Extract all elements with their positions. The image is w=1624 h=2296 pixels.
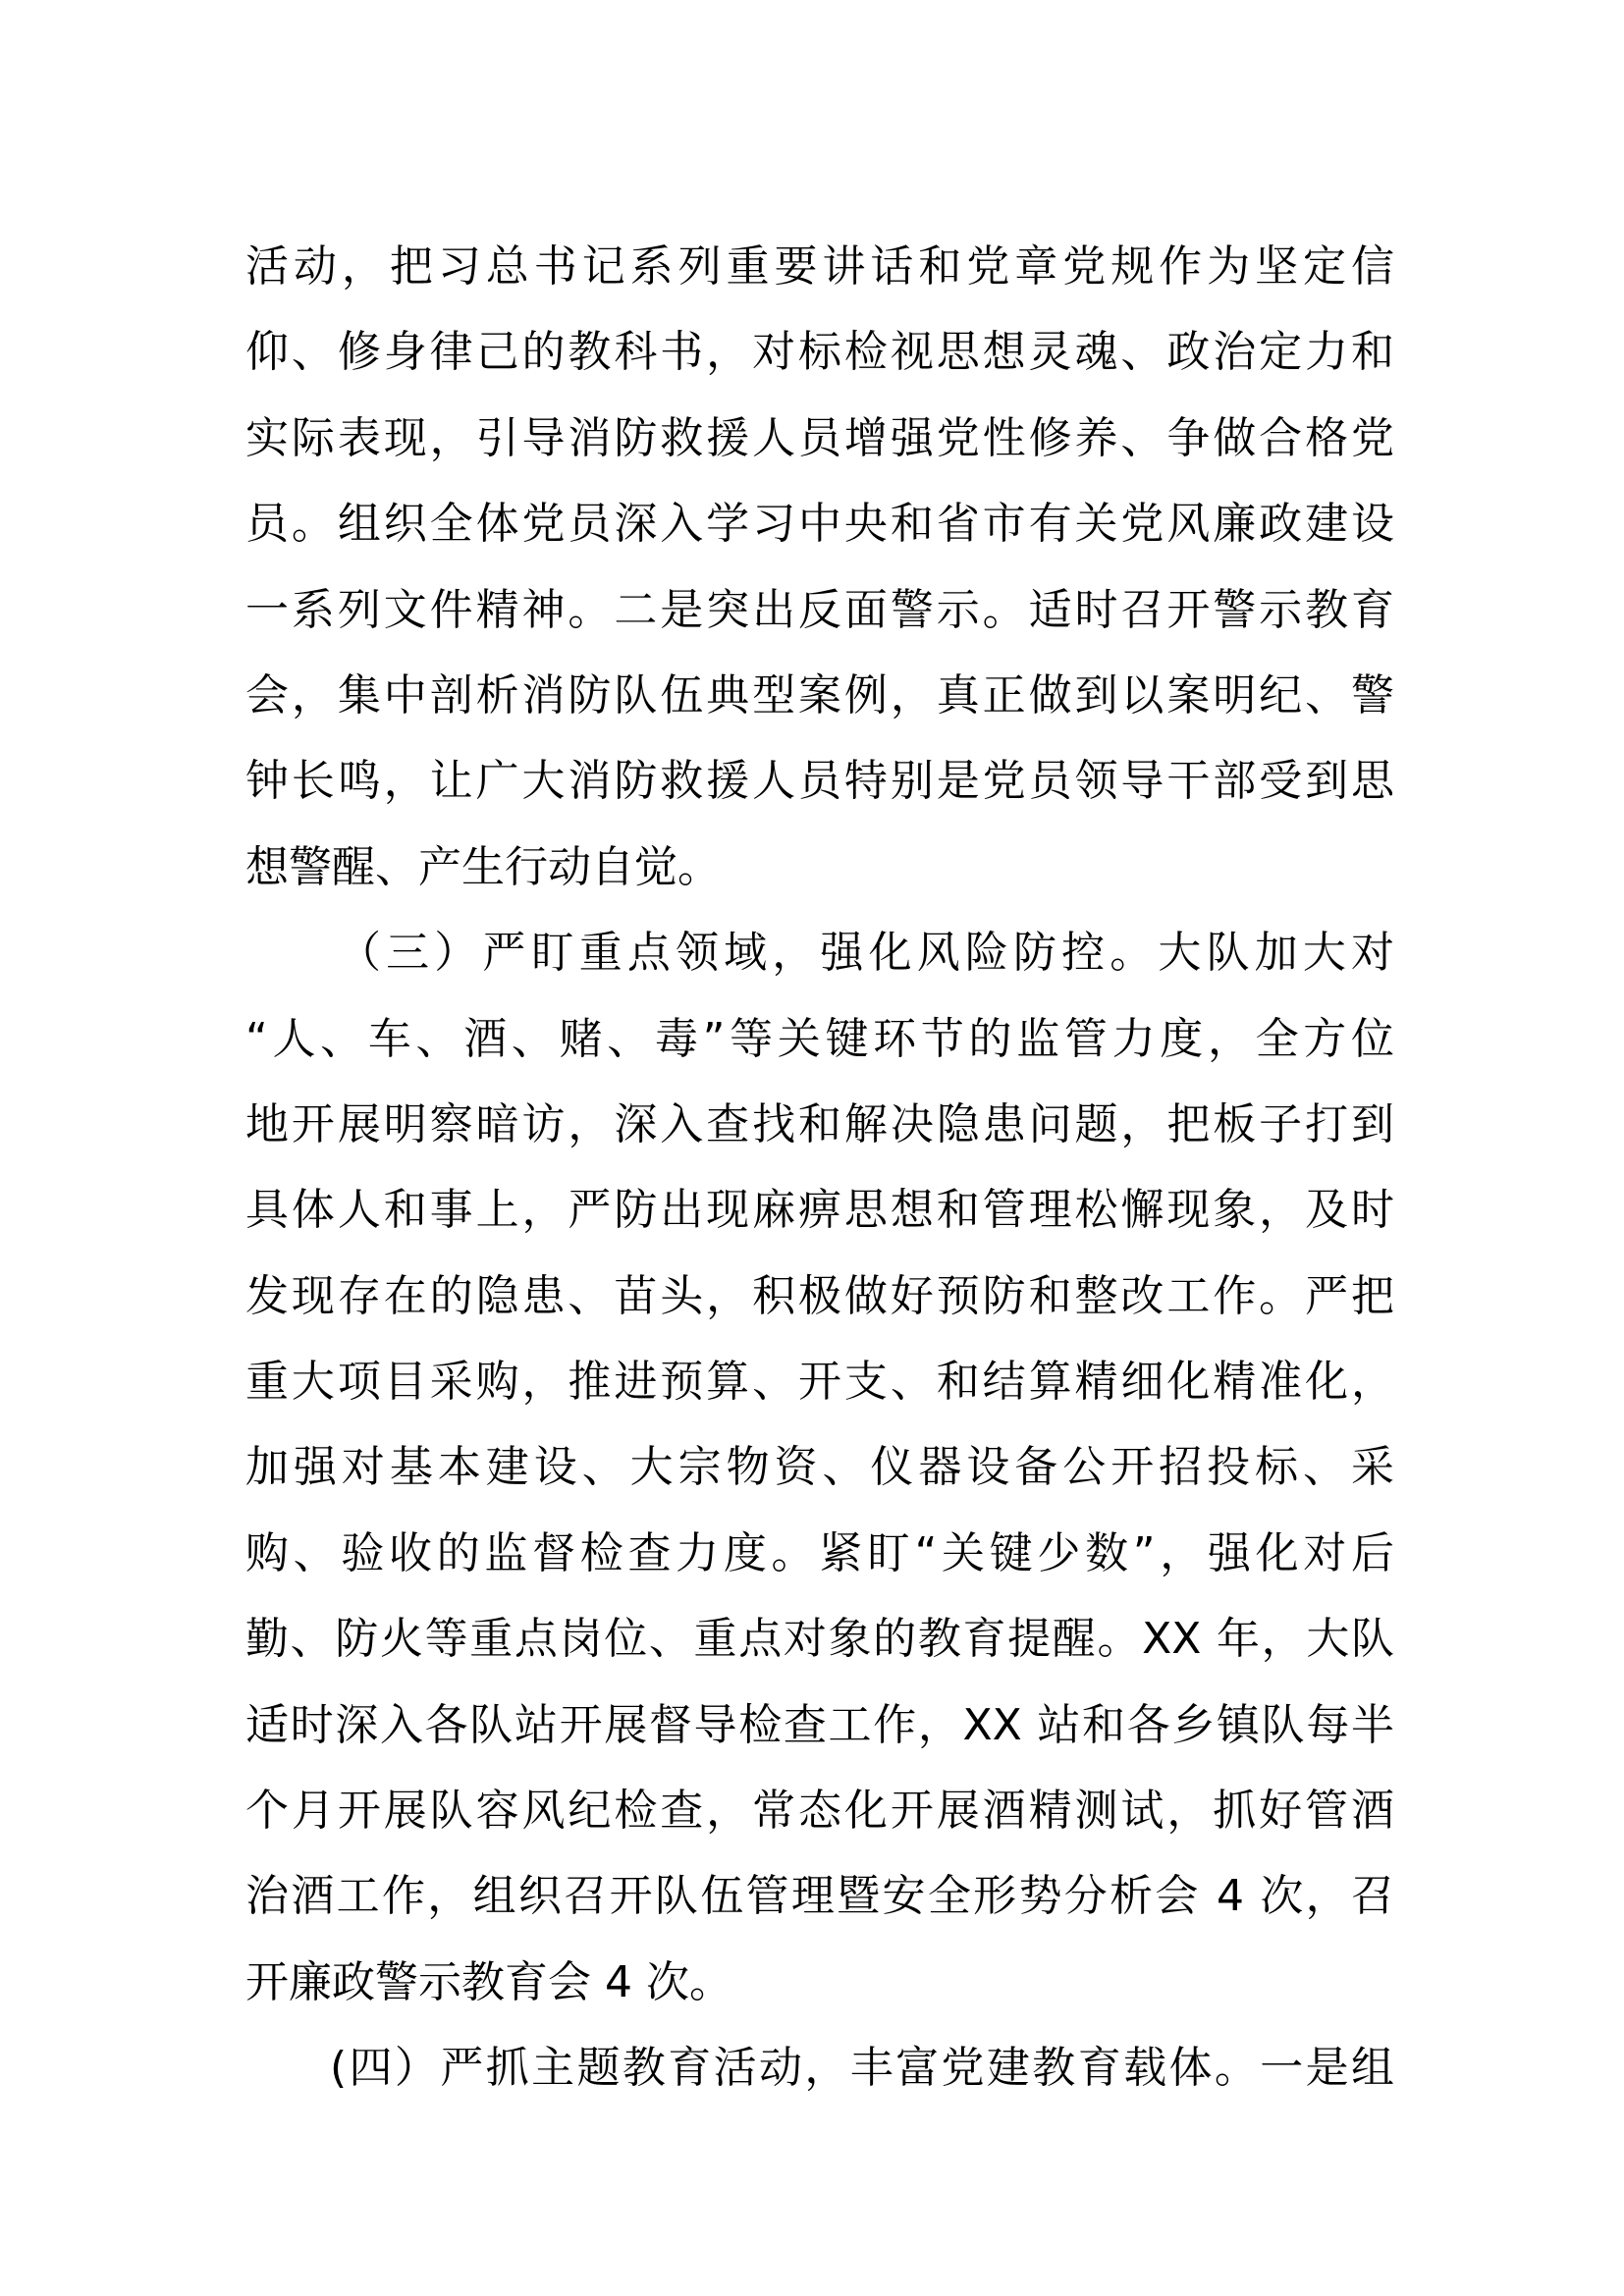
- text-line-6: 会，集中剖析消防队伍典型案例，真正做到以案明纪、警: [245, 669, 1394, 721]
- section-heading-4: (四）严抓主题教育活动，丰富党建教育载体。一是组: [330, 2043, 1394, 2094]
- text-line-18: 适时深入各队站开展督导检查工作，XX 站和各乡镇队每半: [245, 1699, 1394, 1750]
- text-line-13: 发现存在的隐患、苗头，积极做好预防和整改工作。严把: [245, 1270, 1394, 1321]
- text-line-17: 勤、防火等重点岗位、重点对象的教育提醒。XX 年，大队: [245, 1614, 1394, 1665]
- text-line-11: 地开展明察暗访，深入查找和解决隐患问题，把板子打到: [245, 1098, 1394, 1149]
- text-line-20: 治酒工作，组织召开队伍管理暨安全形势分析会 4 次，召: [245, 1871, 1394, 1922]
- text-line-4: 员。组织全体党员深入学习中央和省市有关党风廉政建设: [245, 499, 1394, 550]
- body-text: [245, 224, 1394, 2111]
- text-line-5: 一系列文件精神。二是突出反面警示。适时召开警示教育: [245, 584, 1394, 635]
- text-line-21: 开廉政警示教育会 4 次。: [245, 1956, 732, 2007]
- text-line-7: 钟长鸣，让广大消防救援人员特别是党员领导干部受到思: [245, 756, 1394, 807]
- section-heading-3: （三）严盯重点领域，强化风险防控。大队加大对: [338, 928, 1394, 979]
- text-line-16: 购、验收的监督检查力度。紧盯“关键少数”，强化对后: [245, 1527, 1394, 1578]
- text-line-8: 想警醒、产生行动自觉。: [245, 841, 721, 892]
- text-line-12: 具体人和事上，严防出现麻痹思想和管理松懈现象，及时: [245, 1185, 1394, 1236]
- text-line-10: “人、车、酒、赌、毒”等关键环节的监管力度，全方位: [245, 1013, 1394, 1064]
- text-line-3: 实际表现，引导消防救援人员增强党性修养、争做合格党: [245, 412, 1394, 463]
- text-line-19: 个月开展队容风纪检查，常态化开展酒精测试，抓好管酒: [245, 1786, 1394, 1837]
- text-line-15: 加强对基本建设、大宗物资、仪器设备公开招投标、采: [245, 1442, 1394, 1493]
- text-line-1: 活动，把习总书记系列重要讲话和党章党规作为坚定信: [245, 241, 1394, 292]
- text-line-14: 重大项目采购，推进预算、开支、和结算精细化精准化，: [245, 1357, 1394, 1408]
- text-line-2: 仰、修身律己的教科书，对标检视思想灵魂、政治定力和: [245, 327, 1394, 378]
